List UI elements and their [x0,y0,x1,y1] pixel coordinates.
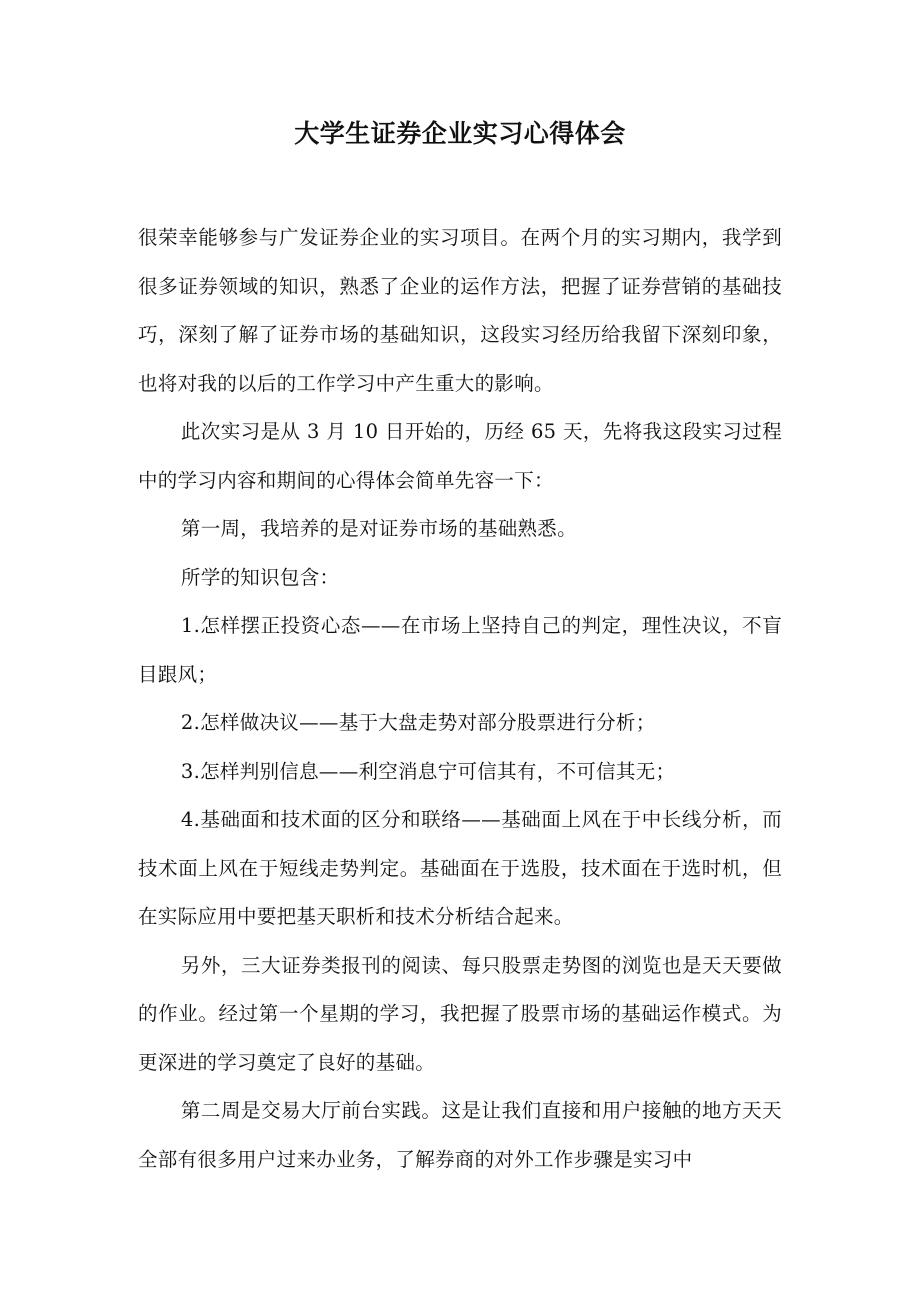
paragraph-intro: 很荣幸能够参与广发证券企业的实习项目。在两个月的实习期内，我学到很多证券领域的知识，熟悉了企业的运作方法，把握了证券营销的基础技巧，深刻了解了证券市场的基础知识，这段实习经历给我留下深刻印象，也将对我的以后的工作学习中产生重大的影响。 [138,226,782,395]
paragraph-week-one: 第一周，我培养的是对证券市场的基础熟悉。 [180,517,577,540]
paragraph-knowledge-heading: 所学的知识包含： [180,565,340,589]
paragraph-week-two: 第二周是交易大厅前台实践。这是让我们直接和用户接触的地方天天全部有很多用户过来办业务，了解券商的对外工作步骤是实习中 [138,1099,782,1171]
paragraph-internship-period: 此次实习是从 3 月 10 日开始的，历经 65 天，先将我这段实习过程中的学习内容和期间的心得体会简单先容一下： [138,420,782,492]
document-title: 大学生证券企业实习心得体会 [294,119,626,148]
list-item-information: 3.怎样判别信息——利空消息宁可信其有，不可信其无； [180,759,676,783]
paragraph-reading-homework: 另外，三大证券类报刊的阅读、每只股票走势图的浏览也是天天要做的作业。经过第一个星期的学习，我把握了股票市场的基础运作模式。为更深进的学习奠定了良好的基础。 [138,953,782,1074]
list-item-fundamental-technical: 4.基础面和技术面的区分和联络——基础面上风在于中长线分析，而技术面上风在于短线走势判定。基础面在于选股，技术面在于选时机，但在实际应用中要把基天职析和技术分析结合起来。 [138,808,782,928]
list-item-decision: 2.怎样做决议——基于大盘走势对部分股票进行分析； [180,711,656,734]
list-item-mindset: 1.怎样摆正投资心态——在市场上坚持自己的判定，理性决议，不盲目跟风； [138,614,782,686]
document-body [138,214,782,1184]
